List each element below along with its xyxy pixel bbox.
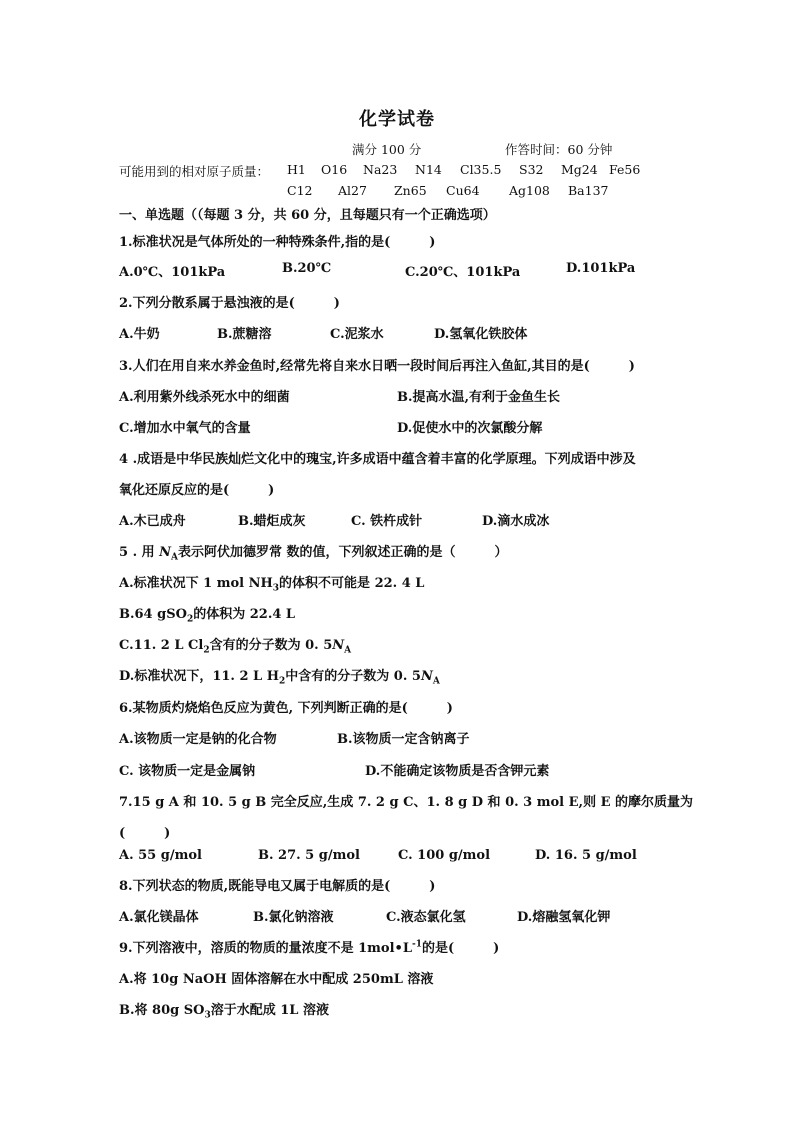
section-heading: 一、单选题（（每题 3 分，共 60 分，且每题只有一个正确选项）	[119, 208, 496, 223]
question-2-option-b: B.蔗糖溶	[217, 327, 272, 342]
question-2-option-a: A.牛奶	[119, 327, 160, 342]
question-3-stem: 3.人们在用自来水养金鱼时,经常先将自来水日晒一段时间后再注入鱼缸,其目的是( )	[119, 359, 635, 374]
atom-s: S32	[519, 162, 544, 177]
q5-d-sub: 2	[279, 676, 286, 687]
question-9-option-b	[119, 999, 329, 1021]
question-4-stem-line-2: 氧化还原反应的是( )	[119, 483, 275, 498]
q9-b-post: 溶于水配成 1L 溶液	[210, 1003, 329, 1018]
full-score: 满分 100 分	[352, 142, 422, 157]
q5-c-pre: C.11. 2 L Cl	[119, 638, 204, 653]
q5-d-pre: D.标准状况下，11. 2 L H	[119, 669, 279, 684]
q5-na: N	[159, 545, 172, 560]
question-1-stem: 1.标准状况是气体所处的一种特殊条件,指的是( )	[119, 235, 436, 250]
question-6-option-b: B.该物质一定含钠离子	[337, 732, 470, 747]
question-4-option-a: A.木已成舟	[119, 514, 186, 529]
q5-b-pre: B.64 gSO	[119, 607, 187, 622]
q9-b-sub: 3	[204, 1010, 211, 1021]
atom-o: O16	[321, 162, 348, 177]
atom-mg: Mg24	[561, 162, 598, 177]
question-3-option-b: B.提高水温,有利于金鱼生长	[397, 390, 561, 405]
q5-stem-post: 表示阿伏加德罗常 数的值，下列叙述正确的是（ ）	[178, 545, 508, 560]
q5-a-post: 的体积不可能是 22. 4 L	[279, 576, 425, 591]
question-9-option-a: A.将 10g NaOH 固体溶解在水中配成 250mL 溶液	[119, 972, 434, 987]
q5-d-nsub: A	[432, 676, 440, 687]
question-4-option-c: C. 铁杵成针	[351, 514, 423, 529]
q9-b-pre: B.将 80g SO	[119, 1003, 205, 1018]
q5-stem-pre: 5 . 用	[119, 545, 160, 560]
q9-stem-pre: 9.下列溶液中，溶质的物质的量浓度不是 1mol•L	[119, 941, 412, 956]
q5-b-post: 的体积为 22.4 L	[193, 607, 296, 622]
question-7-option-c: C. 100 g/mol	[398, 848, 491, 863]
atom-c: C12	[287, 183, 313, 198]
question-5-option-a	[119, 572, 424, 594]
question-8-stem: 8.下列状态的物质,既能导电又属于电解质的是( )	[119, 879, 436, 894]
question-5-option-c	[119, 634, 351, 656]
atom-ag: Ag108	[509, 183, 550, 198]
question-9-stem	[119, 937, 499, 956]
question-6-option-d: D.不能确定该物质是否含钾元素	[365, 764, 550, 779]
q5-c-mid: 含有的分子数为 0. 5	[209, 638, 333, 653]
q5-b-sub: 2	[186, 614, 194, 625]
question-2-stem: 2.下列分散系属于悬浊液的是( )	[119, 296, 340, 311]
atomic-mass-label: 可能用到的相对原子质量：	[119, 164, 270, 179]
question-6-option-a: A.该物质一定是钠的化合物	[119, 732, 277, 747]
question-1-option-a: A.0℃、101kPa	[119, 265, 226, 280]
q9-stem-sup: -1	[411, 939, 422, 950]
question-6-option-c: C. 该物质一定是金属钠	[119, 764, 256, 779]
question-4-option-b: B.蜡炬成灰	[238, 514, 306, 529]
q5-a-sub: 3	[272, 583, 280, 594]
page-title: 化学试卷	[359, 109, 435, 130]
question-7-option-b: B. 27. 5 g/mol	[258, 848, 360, 863]
atom-cl: Cl35.5	[460, 162, 502, 177]
question-2-option-c: C.泥浆水	[330, 327, 384, 342]
question-5-option-d	[119, 665, 440, 687]
question-5-option-b	[119, 603, 295, 625]
atomic-mass-row-1	[287, 162, 640, 177]
question-3-option-d: D.促使水中的次氯酸分解	[397, 421, 543, 436]
question-3-option-a: A.利用紫外线杀死水中的细菌	[119, 390, 290, 405]
question-4-stem-line-1: 4 .成语是中华民族灿烂文化中的瑰宝,许多成语中蕴含着丰富的化学原理。下列成语中涉及	[119, 452, 636, 467]
q5-d-mid: 中含有的分子数为 0. 5	[285, 669, 421, 684]
atom-zn: Zn65	[394, 183, 427, 198]
q9-stem-post: 的是( )	[421, 941, 500, 956]
question-7-stem-line-2: ( )	[119, 826, 171, 841]
atom-al: Al27	[338, 183, 367, 198]
atom-ba: Ba137	[568, 183, 609, 198]
question-8-option-c: C.液态氯化氢	[386, 910, 466, 925]
q5-a-pre: A.标准状况下 1 mol NH	[119, 576, 273, 591]
question-7-stem-line-1: 7.15 g A 和 10. 5 g B 完全反应,生成 7. 2 g C、1. 8 g D 和 0. 3 mol E,则 E 的摩尔质量为	[119, 795, 694, 810]
question-8-option-d: D.熔融氢氧化钾	[517, 910, 611, 925]
question-8-option-b: B.氯化钠溶液	[253, 910, 334, 925]
atom-n: N14	[415, 162, 442, 177]
question-1-option-d: D.101kPa	[566, 261, 636, 276]
question-1-option-b: B.20℃	[282, 261, 332, 276]
q5-c-n: N	[332, 638, 345, 653]
q5-c-sub: 2	[203, 645, 210, 656]
exam-time: 作答时间：60 分钟	[505, 142, 613, 157]
question-5-stem	[119, 541, 508, 563]
q5-c-nsub: A	[344, 645, 352, 656]
atomic-mass-row-2	[287, 183, 609, 198]
q5-na-sub: A	[171, 552, 179, 563]
question-7-option-d: D. 16. 5 g/mol	[535, 848, 637, 863]
atom-cu: Cu64	[446, 183, 480, 198]
atom-h: H1	[287, 162, 306, 177]
question-2-option-d: D.氢氧化铁胶体	[434, 327, 528, 342]
atom-fe: Fe56	[609, 162, 641, 177]
question-7-option-a: A. 55 g/mol	[119, 848, 202, 863]
atom-na: Na23	[363, 162, 398, 177]
question-8-option-a: A.氯化镁晶体	[119, 910, 199, 925]
question-3-option-c: C.增加水中氧气的含量	[119, 421, 251, 436]
question-6-stem: 6.某物质灼烧焰色反应为黄色, 下列判断正确的是( )	[119, 701, 453, 716]
question-1-option-c: C.20℃、101kPa	[405, 265, 521, 280]
q5-d-n: N	[420, 669, 433, 684]
question-4-option-d: D.滴水成冰	[482, 514, 550, 529]
